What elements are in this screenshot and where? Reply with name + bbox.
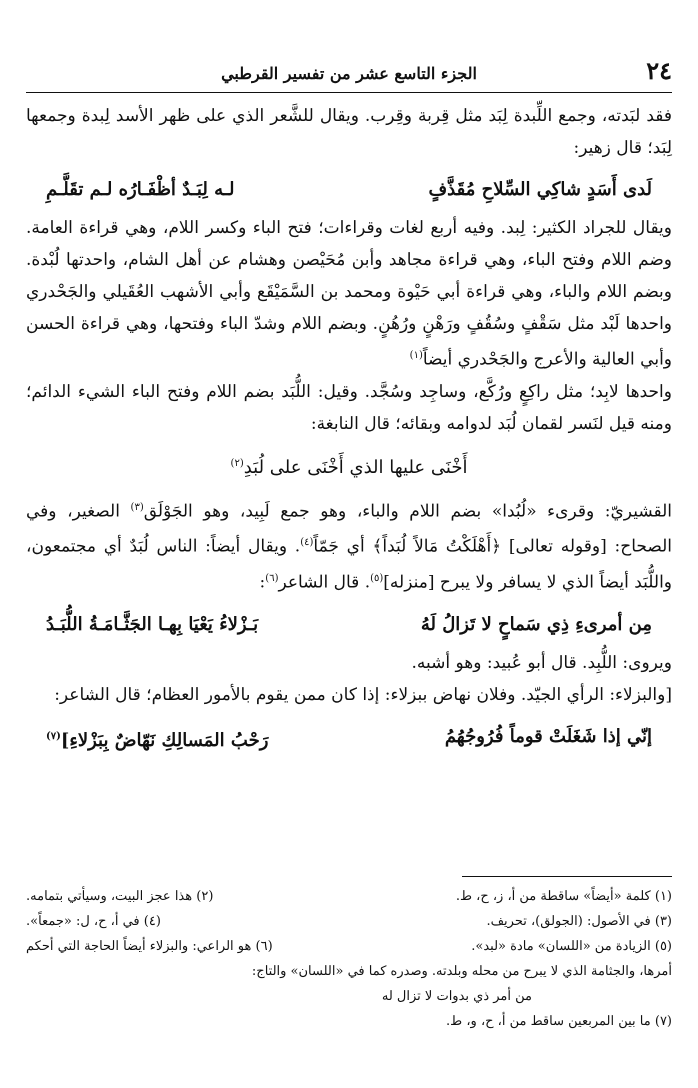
footnote-6-continued: أمرها، والجثامة الذي لا يبرح من محله وبلدته. وصدره كما في «اللسان» والتاج: <box>251 964 672 979</box>
footnote-row <box>26 934 672 959</box>
verse-hemistich-first: لَدى أَسَدٍ شاكِي السِّلاحِ مُقَذَّفٍ <box>428 179 652 200</box>
paragraph-5: ويروى: اللُّبِد. قال أبو عُبيد: وهو أشبه. <box>411 652 672 673</box>
verse-nabigha: أَخْنَى عليها الذي أَخْنَى على لُبَدِ$^{(٢)}$ <box>230 456 468 478</box>
footnote-row <box>26 909 672 934</box>
paragraph-1: فقد لبَدته، وجمع اللِّبدة لِبَد مثل قِربة وقِرب. ويقال للشَّعر الذي على ظهر الأسد لِبدة وجمعها لِبَد؛ قال زهير: <box>26 106 672 158</box>
footnote-4: (٤) في أ، ح، ل: «جمعاً». <box>26 914 161 929</box>
footnote-ref-2: (٢) <box>230 457 244 469</box>
footnote-row <box>26 884 672 909</box>
verse-poet-3 <box>26 721 672 757</box>
footnote-ref-7: (٧) <box>46 730 61 742</box>
paragraph-3: واحدها لابِد؛ مثل راكِعٍ ورُكَّع، وساجِد وسُجَّد. وقيل: اللُّبَد بضم اللام وفتح الباء الشيء الدائم؛ ومنه قيل لنَسر لقمان لُبَد لدوامه وبقائه؛ قال النابغة: <box>26 381 672 434</box>
verse-poet-2 <box>26 609 672 641</box>
paragraph-4: القشيريّ: وقرىء «لُبُدا» بضم اللام والباء، وهو جمع لَبِيد، وهو الجَوْلَق$^{(٣)}$ الصغير، وفي الصحاح: [وقوله تعالى] ﴿أَهْلَكْتُ مَالاً لُبَداً﴾ أي جَمّاً$^{(٤)}$. ويقال أيضاً: الناس لُبَدٌ أي مجتمعون، واللُّبَد أيضاً الذي لا يسافر ولا يبرح [منزله]$^{(٥)}$. قال الشاعر$^{(٦)}$: <box>26 501 672 593</box>
footnote-divider <box>462 876 672 877</box>
verse-hemistich-first: مِن أمرىءِ ذِي سَماحٍ لا تَزالُ لَهُ <box>420 613 652 635</box>
verse-hemistich-second: بَـزْلاءُ يَعْيَا بِهـا الجَثَّـامَـةُ اللُّبَـدُ <box>46 613 259 635</box>
footnote-7: (٧) ما بين المربعين ساقط من أ، ح، و، ط. <box>446 1014 672 1029</box>
page-number: ٢٤ <box>646 56 672 85</box>
footnote-6: (٦) هو الراعي: والبزلاء أيضاً الحاجة التي أحكم <box>26 939 273 954</box>
verse-hemistich-second: رَحْبُ المَسالِكِ نَهّاضٌ بِبَزْلاءِ]$^{(٧)}$ <box>46 729 269 751</box>
page-body <box>26 56 672 1066</box>
footnote-ref-3: (٣) <box>130 501 144 513</box>
main-text <box>26 100 672 763</box>
footnote-ref-6: (٦) <box>265 572 279 584</box>
footnote-3: (٣) في الأصول: (الجولق)، تحريف. <box>486 914 672 929</box>
verse-hemistich-first: إنّي إذا شَغَلَتْ قوماً فُرُوجُهُمُ <box>444 725 652 747</box>
footnotes <box>26 884 672 1034</box>
verse-zuhayr <box>26 174 672 206</box>
footnote-6-verse: من أمر ذي بدوات لا تزال له <box>381 989 532 1004</box>
verse-hemistich-second: لـه لِبَـدٌ أظْفَـارُه لـم تقَلَّـمِ <box>46 179 235 200</box>
paragraph-6: [والبزلاء: الرأي الجيّد. وفلان نهاض ببزلاء: إذا كان ممن يقوم بالأمور العظام؛ قال الشاعر: <box>54 684 672 705</box>
footnote-1: (١) كلمة «أيضاً» ساقطة من أ، ز، ح، ط. <box>455 889 672 904</box>
paragraph-2: ويقال للجراد الكثير: لِبد. وفيه أربع لغات وقراءات؛ فتح الباء وكسر اللام، وهي قراءة العامة. وضم اللام وفتح الباء، وهي قراءة مجاهد وأبن مُحَيْصن وهشام عن أهل الشام، واحدتها لُبْدة. وبضم اللام والباء، وهي قراءة أبي حَيْوة ومحمد بن السَّمَيْقَع وأبي الأشهب العُقَيلي والجَحْدري واحدها لَبْد مثل سَقْفٍ وسُقُفٍ ورَهْنٍ ورُهُنٍ. وبضم اللام وشدّ الباء وفتحها، وهي قراءة الحسن وأبي العالية والأعرج والجَحْدري أيضاً$^{(١)}$ <box>26 218 672 370</box>
running-title: الجزء التاسع عشر من تفسير القرطبي <box>221 64 477 83</box>
footnote-ref-5: (٥) <box>370 572 384 584</box>
footnote-ref-4: (٤) <box>300 537 314 549</box>
footnote-5: (٥) الزيادة من «اللسان» مادة «لبد». <box>471 939 672 954</box>
footnote-2: (٢) هذا عجز البيت، وسيأتي بتمامه. <box>26 889 214 904</box>
footnote-ref-1: (١) <box>409 350 423 361</box>
